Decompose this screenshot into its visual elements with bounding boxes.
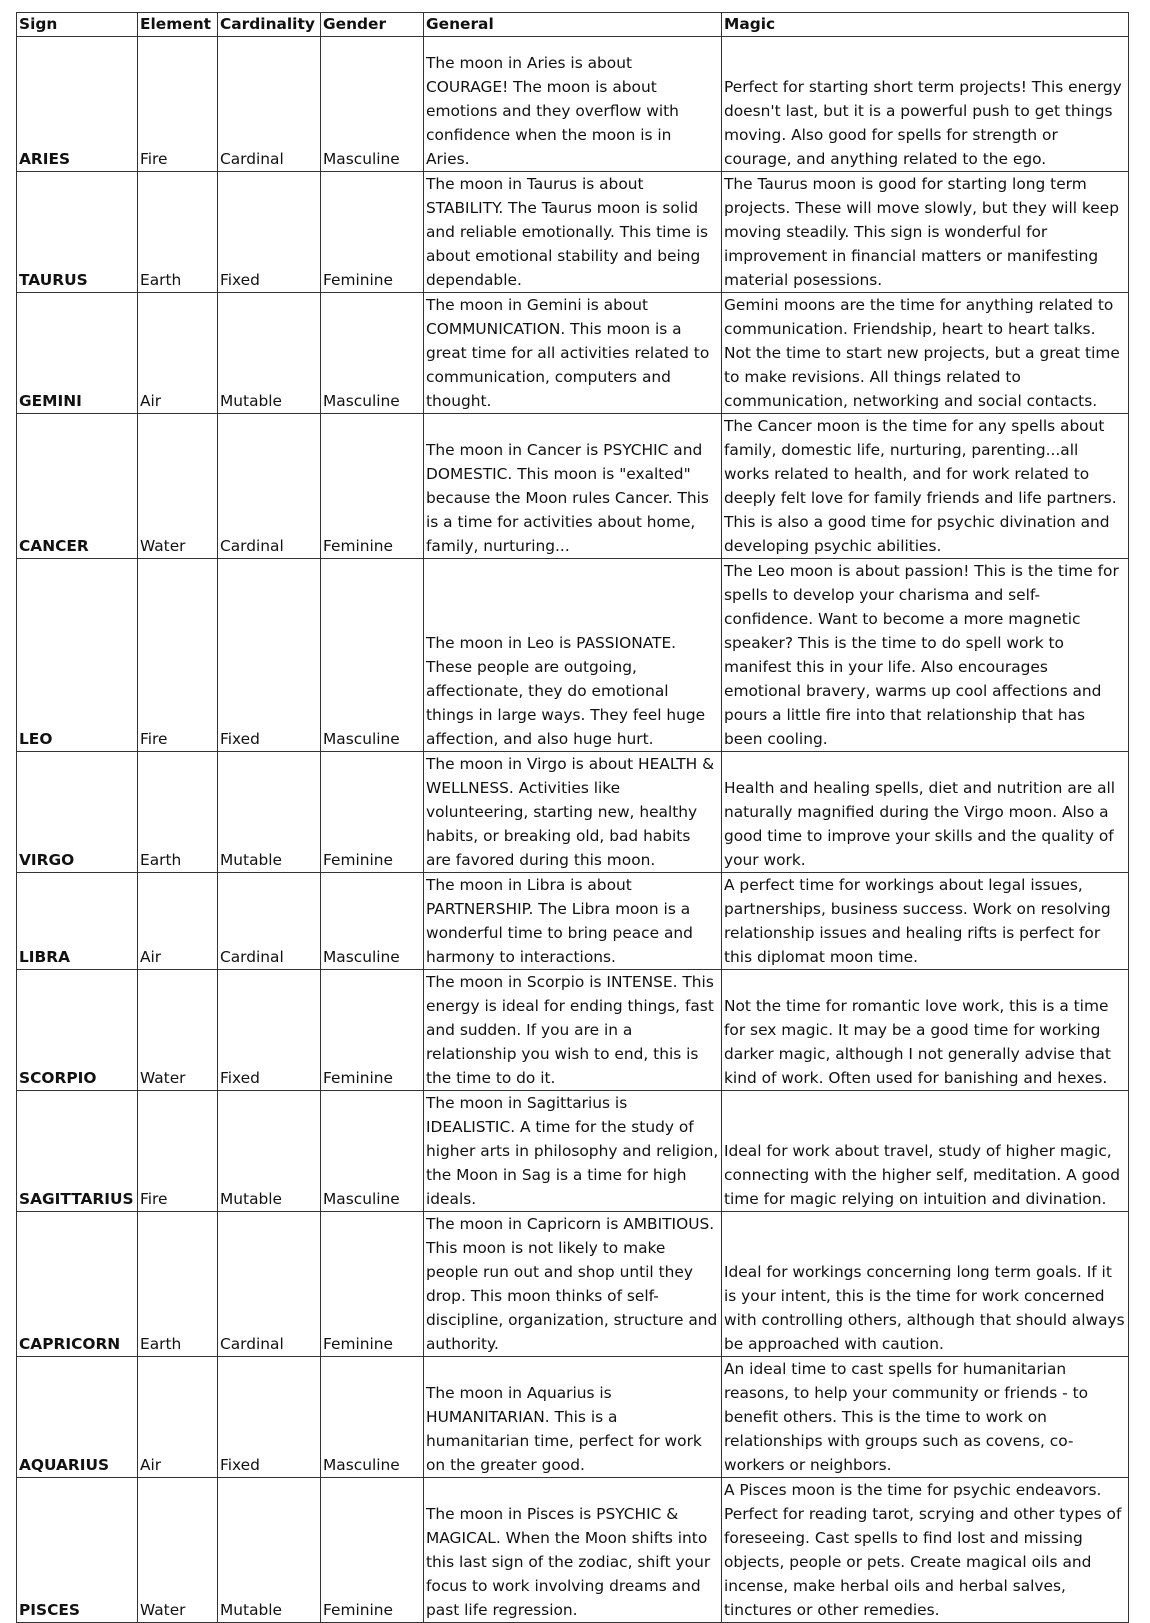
- general-cell: The moon in Aquarius is HUMANITARIAN. This is a humanitarian time, perfect for work on the greater good.: [424, 1357, 722, 1478]
- sign-cell: TAURUS: [17, 172, 138, 293]
- general-cell: The moon in Taurus is about STABILITY. The Taurus moon is solid and reliable emotionally. This time is about emotional stability and being dependable.: [424, 172, 722, 293]
- table-row: [17, 293, 1129, 414]
- table-row: [17, 414, 1129, 559]
- element-cell: Water: [138, 970, 218, 1091]
- cardinality-cell: Mutable: [218, 1091, 321, 1212]
- sign-cell: SAGITTARIUS: [17, 1091, 138, 1212]
- general-cell: The moon in Scorpio is INTENSE. This energy is ideal for ending things, fast and sudden. If you are in a relationship you wish to end, this is the time to do it.: [424, 970, 722, 1091]
- sign-cell: CANCER: [17, 414, 138, 559]
- sign-cell: LEO: [17, 559, 138, 752]
- magic-cell: The Cancer moon is the time for any spells about family, domestic life, nurturing, parenting...all works related to health, and for work related to deeply felt love for family friends and life partners. This is also a good time for psychic divination and developing psychic abilities.: [722, 414, 1129, 559]
- gender-cell: Feminine: [321, 970, 424, 1091]
- gender-cell: Masculine: [321, 1357, 424, 1478]
- magic-cell: Gemini moons are the time for anything related to communication. Friendship, heart to heart talks. Not the time to start new projects, but a great time to make revisions. All things related to communication, networking and social contacts.: [722, 293, 1129, 414]
- cardinality-cell: Cardinal: [218, 873, 321, 970]
- cardinality-cell: Mutable: [218, 1478, 321, 1623]
- magic-cell: The Taurus moon is good for starting long term projects. These will move slowly, but they will keep moving steadily. This sign is wonderful for improvement in financial matters or manifesting material posessions.: [722, 172, 1129, 293]
- gender-cell: Masculine: [321, 559, 424, 752]
- table-row: [17, 1212, 1129, 1357]
- sign-cell: LIBRA: [17, 873, 138, 970]
- sign-cell: ARIES: [17, 37, 138, 172]
- cardinality-cell: Fixed: [218, 172, 321, 293]
- moon-signs-sheet: [16, 12, 1129, 1623]
- element-cell: Water: [138, 1478, 218, 1623]
- element-cell: Fire: [138, 559, 218, 752]
- general-cell: The moon in Capricorn is AMBITIOUS. This moon is not likely to make people run out and shop until they drop. This moon thinks of self-discipline, organization, structure and authority.: [424, 1212, 722, 1357]
- element-cell: Earth: [138, 172, 218, 293]
- cardinality-cell: Mutable: [218, 752, 321, 873]
- table-row: [17, 37, 1129, 172]
- magic-cell: Perfect for starting short term projects! This energy doesn't last, but it is a powerful push to get things moving. Also good for spells for strength or courage, and anything related to the ego.: [722, 37, 1129, 172]
- gender-cell: Feminine: [321, 414, 424, 559]
- table-row: [17, 970, 1129, 1091]
- header-magic: Magic: [722, 13, 1129, 37]
- cardinality-cell: Cardinal: [218, 37, 321, 172]
- header-sign: Sign: [17, 13, 138, 37]
- cardinality-cell: Fixed: [218, 559, 321, 752]
- sign-cell: PISCES: [17, 1478, 138, 1623]
- general-cell: The moon in Pisces is PSYCHIC & MAGICAL. When the Moon shifts into this last sign of the zodiac, shift your focus to work involving dreams and past life regression.: [424, 1478, 722, 1623]
- gender-cell: Masculine: [321, 37, 424, 172]
- element-cell: Fire: [138, 37, 218, 172]
- table-row: [17, 1091, 1129, 1212]
- general-cell: The moon in Cancer is PSYCHIC and DOMESTIC. This moon is "exalted" because the Moon rules Cancer. This is a time for activities about home, family, nurturing...: [424, 414, 722, 559]
- sign-cell: GEMINI: [17, 293, 138, 414]
- cardinality-cell: Fixed: [218, 970, 321, 1091]
- header-gender: Gender: [321, 13, 424, 37]
- general-cell: The moon in Leo is PASSIONATE. These people are outgoing, affectionate, they do emotional things in large ways. They feel huge affection, and also huge hurt.: [424, 559, 722, 752]
- magic-cell: A Pisces moon is the time for psychic endeavors. Perfect for reading tarot, scrying and other types of foreseeing. Cast spells to find lost and missing objects, people or pets. Create magical oils and incense, make herbal oils and herbal salves, tinctures or other remedies.: [722, 1478, 1129, 1623]
- element-cell: Earth: [138, 1212, 218, 1357]
- sign-cell: AQUARIUS: [17, 1357, 138, 1478]
- gender-cell: Masculine: [321, 1091, 424, 1212]
- sign-cell: SCORPIO: [17, 970, 138, 1091]
- gender-cell: Masculine: [321, 293, 424, 414]
- gender-cell: Masculine: [321, 873, 424, 970]
- element-cell: Earth: [138, 752, 218, 873]
- table-row: [17, 559, 1129, 752]
- gender-cell: Feminine: [321, 752, 424, 873]
- general-cell: The moon in Virgo is about HEALTH & WELLNESS. Activities like volunteering, starting new, healthy habits, or breaking old, bad habits are favored during this moon.: [424, 752, 722, 873]
- moon-signs-table: [16, 12, 1129, 1623]
- cardinality-cell: Fixed: [218, 1357, 321, 1478]
- general-cell: The moon in Libra is about PARTNERSHIP. The Libra moon is a wonderful time to bring peace and harmony to interactions.: [424, 873, 722, 970]
- element-cell: Fire: [138, 1091, 218, 1212]
- general-cell: The moon in Sagittarius is IDEALISTIC. A time for the study of higher arts in philosophy and religion, the Moon in Sag is a time for high ideals.: [424, 1091, 722, 1212]
- magic-cell: Ideal for work about travel, study of higher magic, connecting with the higher self, meditation. A good time for magic relying on intuition and divination.: [722, 1091, 1129, 1212]
- element-cell: Air: [138, 873, 218, 970]
- element-cell: Water: [138, 414, 218, 559]
- cardinality-cell: Cardinal: [218, 1212, 321, 1357]
- magic-cell: A perfect time for workings about legal issues, partnerships, business success. Work on resolving relationship issues and healing rifts is perfect for this diplomat moon time.: [722, 873, 1129, 970]
- header-cardinality: Cardinality: [218, 13, 321, 37]
- cardinality-cell: Mutable: [218, 293, 321, 414]
- magic-cell: The Leo moon is about passion! This is the time for spells to develop your charisma and self-confidence. Want to become a more magnetic speaker? This is the time to do spell work to manifest this in your life. Also encourages emotional bravery, warms up cool affections and pours a little fire into that relationship that has been cooling.: [722, 559, 1129, 752]
- general-cell: The moon in Aries is about COURAGE! The moon is about emotions and they overflow with confidence when the moon is in Aries.: [424, 37, 722, 172]
- general-cell: The moon in Gemini is about COMMUNICATION. This moon is a great time for all activities related to communication, computers and thought.: [424, 293, 722, 414]
- sign-cell: VIRGO: [17, 752, 138, 873]
- table-row: [17, 172, 1129, 293]
- table-row: [17, 752, 1129, 873]
- table-row: [17, 1357, 1129, 1478]
- gender-cell: Feminine: [321, 172, 424, 293]
- cardinality-cell: Cardinal: [218, 414, 321, 559]
- element-cell: Air: [138, 293, 218, 414]
- table-row: [17, 873, 1129, 970]
- header-element: Element: [138, 13, 218, 37]
- magic-cell: Ideal for workings concerning long term goals. If it is your intent, this is the time for work concerned with controlling others, although that should always be approached with caution.: [722, 1212, 1129, 1357]
- header-general: General: [424, 13, 722, 37]
- gender-cell: Feminine: [321, 1212, 424, 1357]
- gender-cell: Feminine: [321, 1478, 424, 1623]
- sign-cell: CAPRICORN: [17, 1212, 138, 1357]
- element-cell: Air: [138, 1357, 218, 1478]
- magic-cell: Health and healing spells, diet and nutrition are all naturally magnified during the Virgo moon. Also a good time to improve your skills and the quality of your work.: [722, 752, 1129, 873]
- header-row: [17, 13, 1129, 37]
- magic-cell: Not the time for romantic love work, this is a time for sex magic. It may be a good time for working darker magic, although I not generally advise that kind of work. Often used for banishing and hexes.: [722, 970, 1129, 1091]
- table-row: [17, 1478, 1129, 1623]
- magic-cell: An ideal time to cast spells for humanitarian reasons, to help your community or friends - to benefit others. This is the time to work on relationships with groups such as covens, co-workers or neighbors.: [722, 1357, 1129, 1478]
